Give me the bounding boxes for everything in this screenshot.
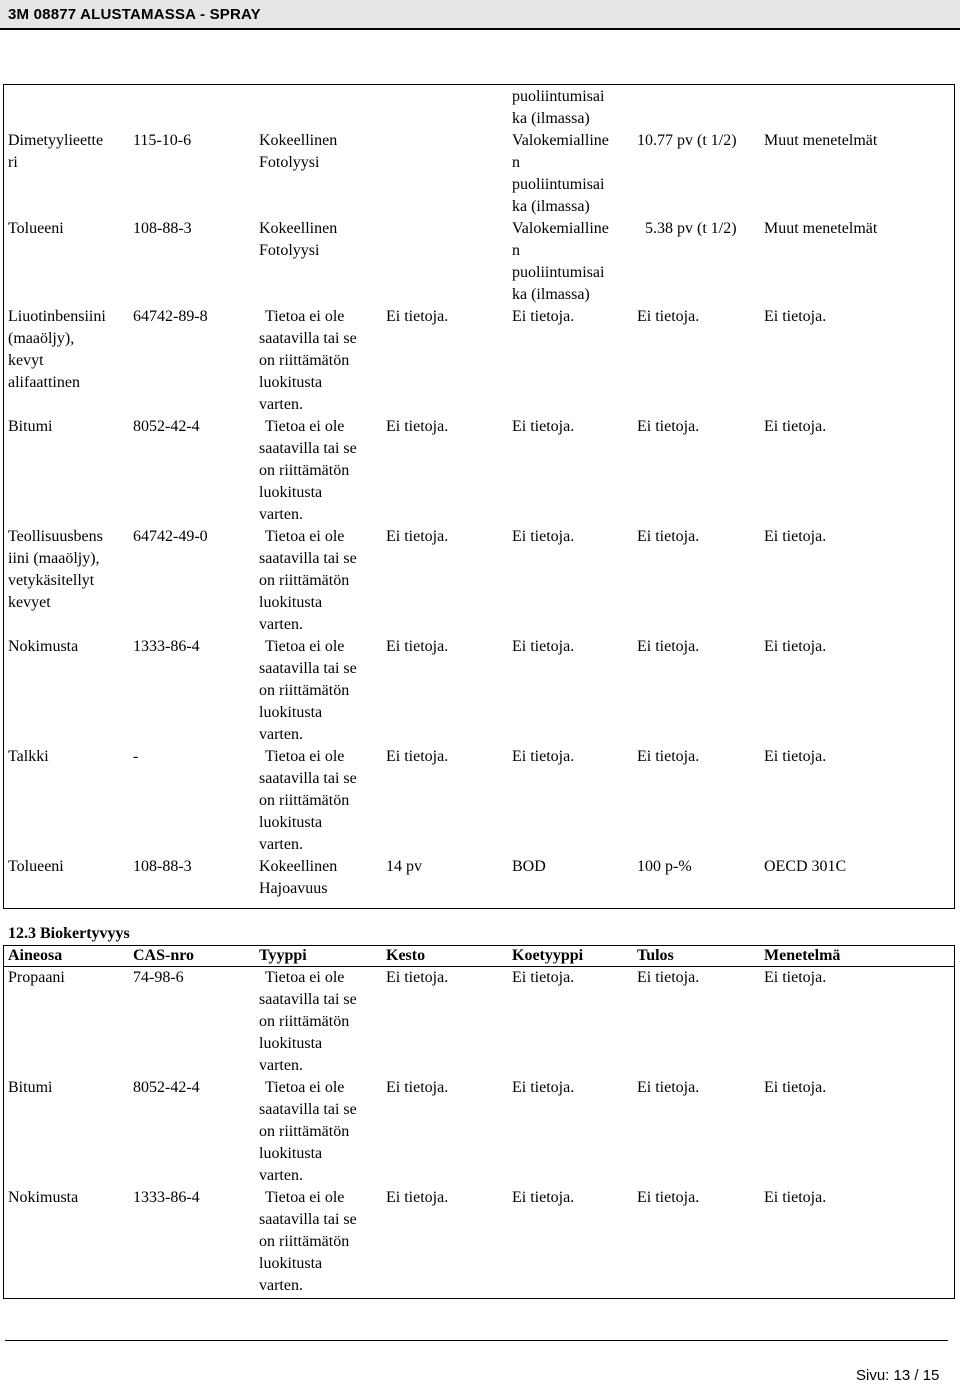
col-header-cas: CAS-nro [133, 947, 195, 964]
cell-tyyppi: Tietoa ei ole saatavilla tai se on riittämätön luokitusta varten. [259, 638, 357, 743]
cell-cas: 108-88-3 [133, 220, 192, 237]
biodegradation-table [3, 84, 955, 909]
cell-koetyyppi: Ei tietoja. [512, 638, 575, 655]
cell-tulos: Ei tietoja. [637, 1079, 700, 1096]
cell-menetelma: OECD 301C [764, 858, 847, 875]
cell-kesto: Ei tietoja. [386, 308, 449, 325]
cell-aineosa: Liuotinbensiini (maaöljy), kevyt alifaattinen [8, 308, 106, 391]
page-number: Sivu: 13 / 15 [856, 1367, 940, 1384]
cell-aineosa: Teollisuusbens iini (maaöljy), vetykäsitellyt kevyet [8, 528, 103, 611]
cell-tyyppi: Tietoa ei ole saatavilla tai se on riittämätön luokitusta varten. [259, 418, 357, 523]
cell-tulos: Ei tietoja. [637, 418, 700, 435]
cell-tulos: Ei tietoja. [637, 528, 700, 545]
document-title: 3M 08877 ALUSTAMASSA - SPRAY [8, 6, 261, 23]
cell-tyyppi: Tietoa ei ole saatavilla tai se on riittämätön luokitusta varten. [259, 1189, 357, 1294]
cell-tulos: 100 p-% [637, 858, 692, 875]
cell-menetelma: Ei tietoja. [764, 638, 827, 655]
cell-kesto: Ei tietoja. [386, 418, 449, 435]
cell-menetelma: Ei tietoja. [764, 418, 827, 435]
cell-menetelma: Muut menetelmät [764, 132, 878, 149]
col-header-menetelma: Menetelmä [764, 947, 841, 964]
cell-kesto: Ei tietoja. [386, 638, 449, 655]
cell-tyyppi: Tietoa ei ole saatavilla tai se on riittämätön luokitusta varten. [259, 528, 357, 633]
cell-koetyyppi: puoliintumisai ka (ilmassa) Valokemialline n puoliintumisai ka (ilmassa) [512, 88, 609, 215]
cell-koetyyppi: BOD [512, 858, 546, 875]
cell-tyyppi: Tietoa ei ole saatavilla tai se on riittämätön luokitusta varten. [259, 748, 357, 853]
cell-tulos: 5.38 pv (t 1/2) [645, 220, 737, 237]
col-header-tulos: Tulos [637, 947, 674, 964]
cell-kesto: Ei tietoja. [386, 1189, 449, 1206]
cell-tyyppi: Kokeellinen Fotolyysi [259, 220, 338, 259]
cell-tulos: Ei tietoja. [637, 1189, 700, 1206]
cell-aineosa: Nokimusta [8, 638, 79, 655]
section-title: 12.3 Biokertyvyys [8, 925, 130, 942]
cell-aineosa: Tolueeni [8, 858, 64, 875]
cell-koetyyppi: Ei tietoja. [512, 748, 575, 765]
cell-koetyyppi: Valokemialline n puoliintumisai ka (ilmassa) [512, 220, 609, 303]
cell-tyyppi: Tietoa ei ole saatavilla tai se on riittämätön luokitusta varten. [259, 308, 357, 413]
cell-kesto: 14 pv [386, 858, 422, 875]
cell-cas: 8052-42-4 [133, 1079, 200, 1096]
cell-menetelma: Ei tietoja. [764, 1189, 827, 1206]
cell-kesto: Ei tietoja. [386, 528, 449, 545]
cell-cas: 115-10-6 [133, 132, 192, 149]
cell-aineosa: Tolueeni [8, 220, 64, 237]
col-header-tyyppi: Tyyppi [259, 947, 307, 964]
col-header-koetyyppi: Koetyyppi [512, 947, 584, 964]
cell-aineosa: Nokimusta [8, 1189, 79, 1206]
cell-tyyppi: Kokeellinen Fotolyysi [259, 132, 338, 171]
cell-koetyyppi: Ei tietoja. [512, 528, 575, 545]
cell-menetelma: Muut menetelmät [764, 220, 878, 237]
cell-tulos: Ei tietoja. [637, 308, 700, 325]
bioaccumulation-table [3, 945, 955, 1299]
cell-kesto: Ei tietoja. [386, 969, 449, 986]
cell-tulos: Ei tietoja. [637, 969, 700, 986]
cell-menetelma: Ei tietoja. [764, 748, 827, 765]
header-rule [0, 28, 960, 30]
cell-menetelma: Ei tietoja. [764, 528, 827, 545]
cell-tulos: 10.77 pv (t 1/2) [637, 132, 737, 149]
cell-cas: 1333-86-4 [133, 1189, 200, 1206]
cell-cas: 1333-86-4 [133, 638, 200, 655]
cell-cas: 64742-49-0 [133, 528, 208, 545]
cell-tulos: Ei tietoja. [637, 748, 700, 765]
cell-koetyyppi: Ei tietoja. [512, 308, 575, 325]
cell-tyyppi: Tietoa ei ole saatavilla tai se on riittämätön luokitusta varten. [259, 969, 357, 1074]
footer-rule [5, 1340, 948, 1341]
cell-aineosa: Talkki [8, 748, 49, 765]
cell-cas: 8052-42-4 [133, 418, 200, 435]
cell-koetyyppi: Ei tietoja. [512, 969, 575, 986]
cell-aineosa: Propaani [8, 969, 65, 986]
cell-koetyyppi: Ei tietoja. [512, 418, 575, 435]
page-header [0, 0, 960, 30]
cell-tyyppi: Kokeellinen Hajoavuus [259, 858, 338, 897]
cell-kesto: Ei tietoja. [386, 748, 449, 765]
cell-cas: 108-88-3 [133, 858, 192, 875]
col-header-kesto: Kesto [386, 947, 426, 964]
cell-koetyyppi: Ei tietoja. [512, 1079, 575, 1096]
cell-aineosa: Bitumi [8, 418, 53, 435]
cell-koetyyppi: Ei tietoja. [512, 1189, 575, 1206]
cell-tulos: Ei tietoja. [637, 638, 700, 655]
cell-cas: 64742-89-8 [133, 308, 208, 325]
cell-menetelma: Ei tietoja. [764, 969, 827, 986]
cell-menetelma: Ei tietoja. [764, 1079, 827, 1096]
cell-tyyppi: Tietoa ei ole saatavilla tai se on riittämätön luokitusta varten. [259, 1079, 357, 1184]
cell-aineosa: Bitumi [8, 1079, 53, 1096]
cell-kesto: Ei tietoja. [386, 1079, 449, 1096]
cell-cas: - [133, 748, 139, 765]
cell-menetelma: Ei tietoja. [764, 308, 827, 325]
cell-aineosa: Dimetyylieette ri [8, 132, 104, 171]
col-header-aineosa: Aineosa [8, 947, 63, 964]
cell-cas: 74-98-6 [133, 969, 184, 986]
